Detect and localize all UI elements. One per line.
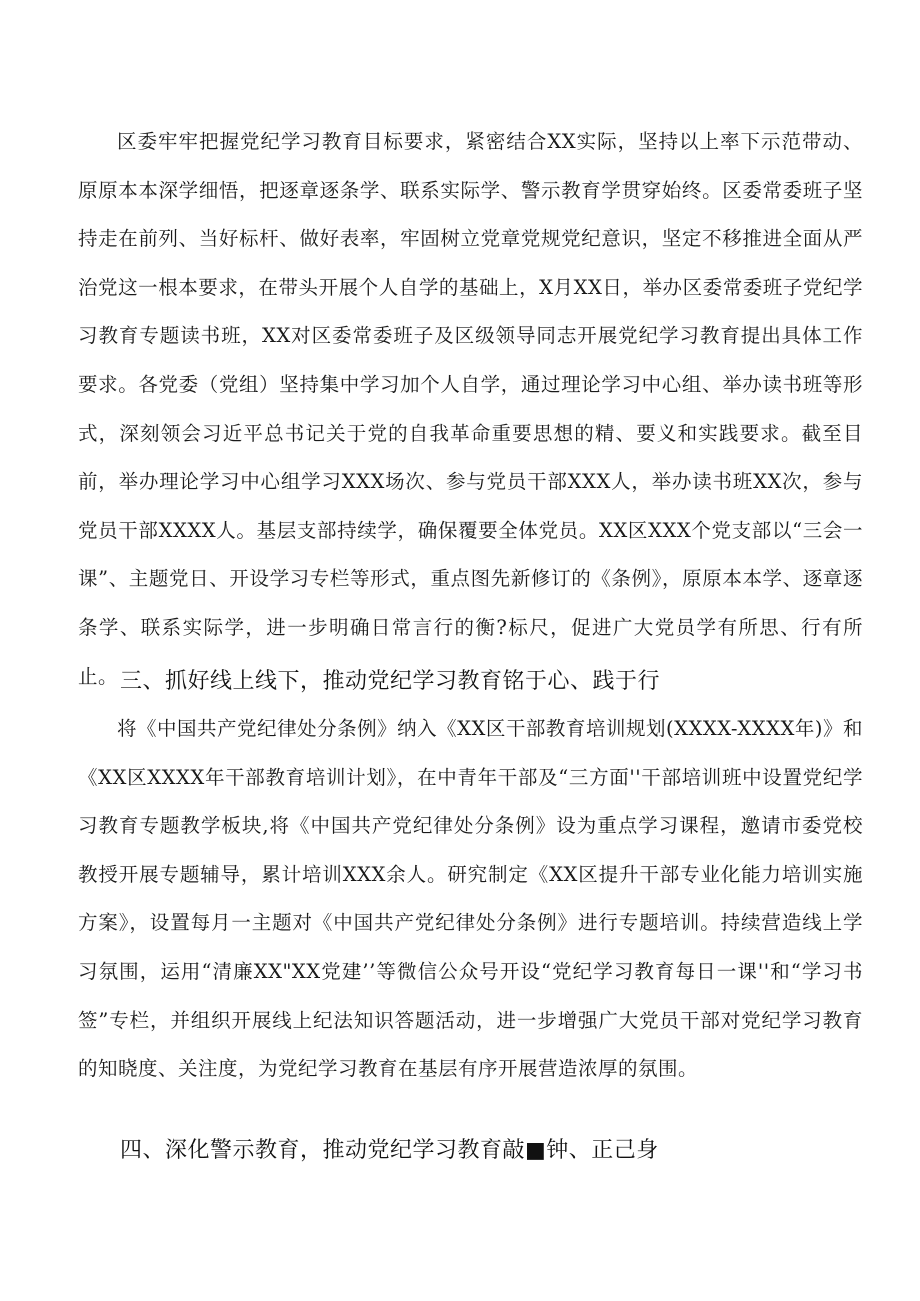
body-paragraph-2: 将《中国共产党纪律处分条例》纳入《XX区干部教育培训规划(XXXX-XXXX年)》和《XX区XXXX年干部教育培训计划》，在中青年干部及“三方面''干部培训班中设置党纪学习教育专题教学板块,将《中国共产党纪律处分条例》设为重点学习课程，邀请市委党校教授开展专题辅导，累计培训XXX余人。研究制定《XX区提升干部专业化能力培训实施方案》，设置每月一主题对《中国共产党纪律处分条例》进行专题培训。持续营造线上学习氛围，运用“清廉XX"XX党建’’等微信公众号开设“党纪学习教育每日一课''和“学习书签”专栏，并组织开展线上纪法知识答题活动，进一步增强广大党员干部对党纪学习教育的知晓度、关注度，为党纪学习教育在基层有序开展营造浓厚的氛围。 [78, 717, 863, 1081]
body-paragraph-1: 区委牢牢把握党纪学习教育目标要求，紧密结合XX实际，坚持以上率下示范带动、原原本本深学细悟，把逐章逐条学、联系实际学、警示教育学贯穿始终。区委常委班子坚持走在前列、当好标杆、做好表率，牢固树立党章党规党纪意识，坚定不移推进全面从严治党这一根本要求，在带头开展个人自学的基础上，X月XX日，举办区委常委班子党纪学习教育专题读书班，XX对区委常委班子及区级领导同志开展党纪学习教育提出具体工作要求。各党委（党组）坚持集中学习加个人自学，通过理论学习中心组、举办读书班等形式，深刻领会习近平总书记关于党的自我革命重要思想的精、要义和实践要求。截至目前，举办理论学习中心组学习XXX场次、参与党员干部XXX人，举办读书班XX次，参与党员干部XXXX人。基层支部持续学，确保覆要全体党员。XX区XXX个党支部以“三会一课”、主题党日、开设学习专栏等形式，重点图先新修订的《条例》，原原本本学、逐章逐条学、联系实际学，进一步明确日常言行的衡?标尺，促进广大党员学有所思、行有所止。 [78, 130, 863, 688]
section-heading-4: 四、深化警示教育，推动党纪学习教育敲■钟、正己身 [120, 1138, 659, 1163]
section-heading-3: 三、抓好线上线下，推动党纪学习教育铭于心、践于行 [120, 669, 661, 694]
